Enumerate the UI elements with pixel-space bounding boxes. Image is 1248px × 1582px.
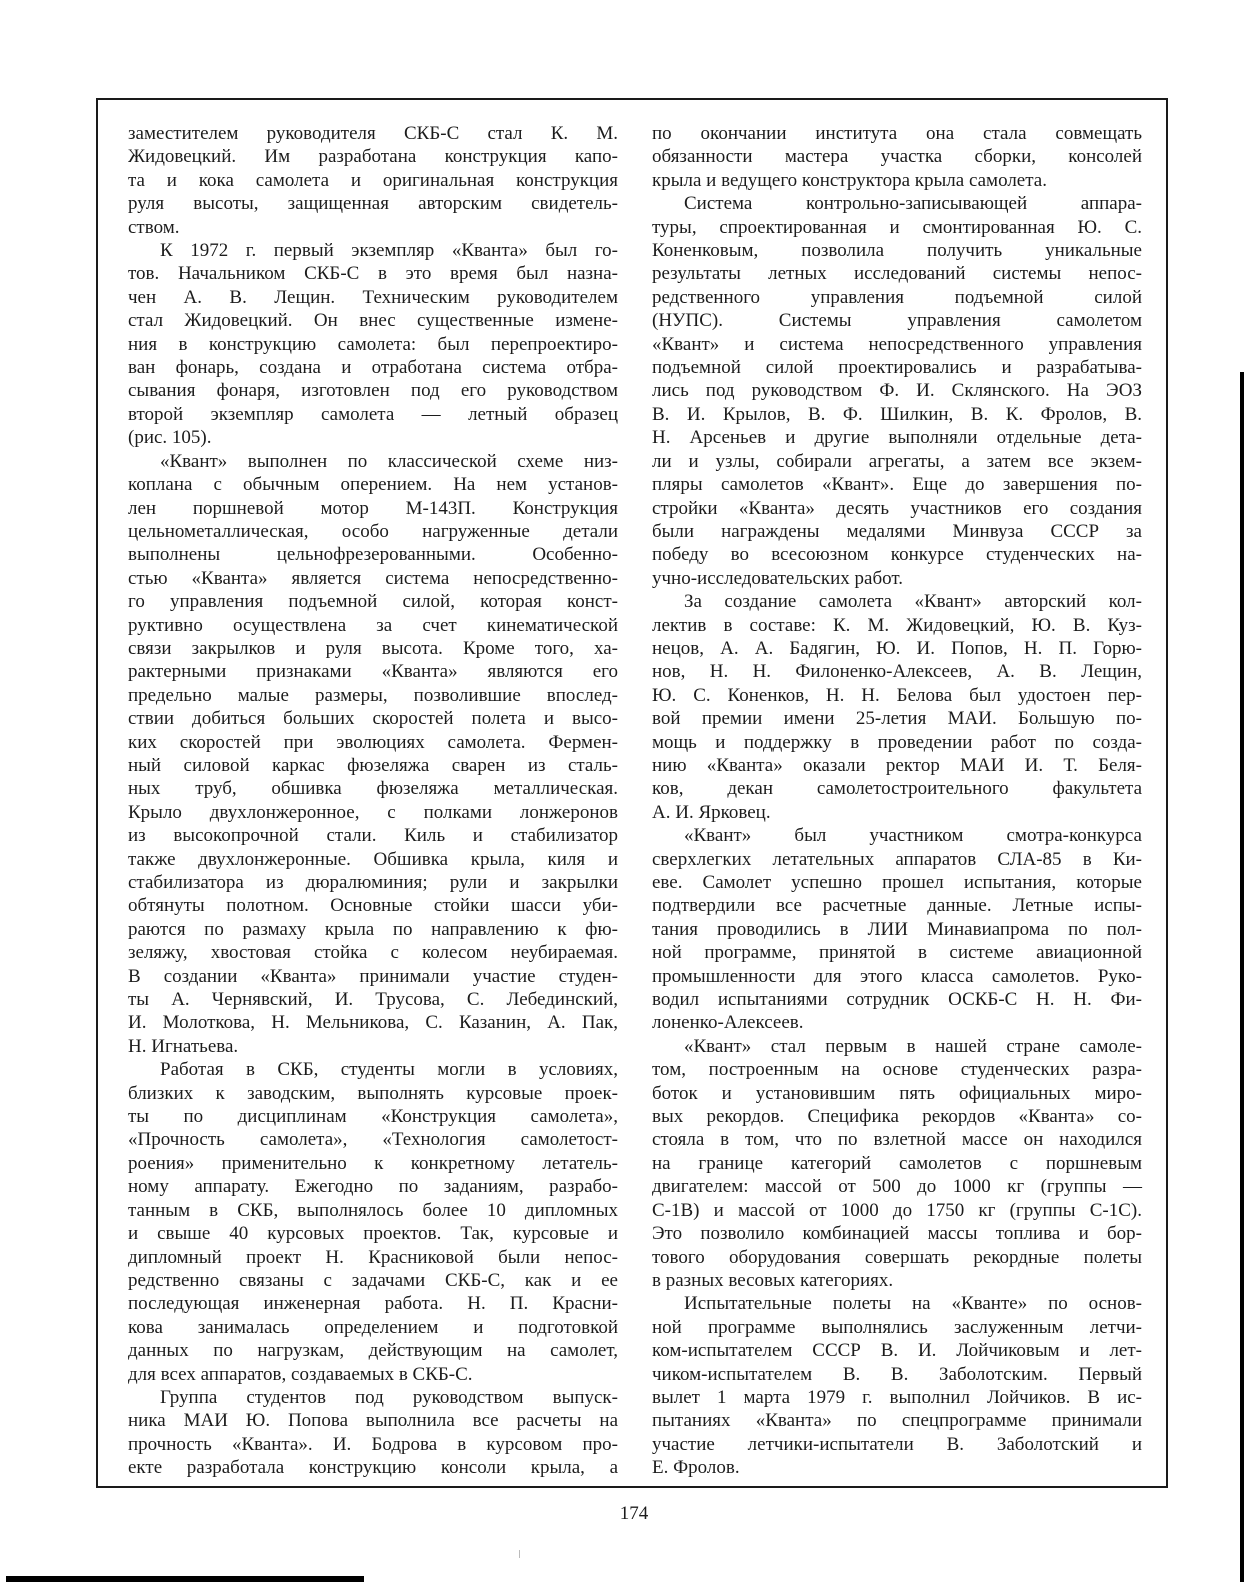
text-line: ты А. Чернявский, И. Трусова, С. Лебединский, <box>128 989 618 1011</box>
text-line: руктивно осуществлена за счет кинематической <box>128 614 618 636</box>
text-line: ков, декан самолетостроительного факультета <box>652 778 1142 800</box>
text-line: стабилизатора из дюралюминия; рули и закрылки <box>128 872 618 893</box>
text-line: сверхлегких летательных аппаратов СЛА-85 в Ки- <box>652 848 1142 870</box>
text-line: стал Жидовецкий. Он внес существенные измене- <box>128 310 618 332</box>
text-line: ствии добиться больших скоростей полета и высо- <box>128 708 618 730</box>
paragraph <box>128 1386 618 1480</box>
text-line: рактерными признаками «Кванта» являются его <box>128 661 618 683</box>
text-line: зеляжу, хвостовая стойка с колесом неубираемая. <box>128 942 618 964</box>
text-line: кова занималась определением и подготовкой <box>128 1316 618 1338</box>
text-line: коплана с обычным оперением. На нем установ- <box>128 474 618 496</box>
text-line: Коненковым, позволила получить уникальные <box>652 240 1142 262</box>
paragraph <box>652 824 1142 1035</box>
text-line: еве. Самолет успешно прошел испытания, которые <box>652 872 1142 893</box>
text-line: вылет 1 марта 1979 г. выполнил Лойчиков. В ис- <box>652 1386 1142 1408</box>
left-text-column <box>128 122 618 1480</box>
text-line: обтянуты полотном. Основные стойки шасси уби- <box>128 895 618 917</box>
text-line: цельнометаллическая, особо нагруженные детали <box>128 520 618 542</box>
text-line: и свыше 40 курсовых проектов. Так, курсовые и <box>128 1223 618 1245</box>
text-line: Е. Фролов. <box>652 1457 740 1479</box>
text-line: в разных весовых категориях. <box>652 1269 894 1291</box>
text-line: подтвердили все расчетные данные. Летные испы- <box>652 895 1142 917</box>
text-line: Крыло двухлонжеронное, с полками лонжеронов <box>128 801 618 823</box>
text-line: ством. <box>128 216 180 238</box>
text-line: «Прочность самолета», «Технология самолетост- <box>128 1129 618 1151</box>
text-line: Н. Арсеньев и другие выполняли отдельные дета- <box>652 427 1142 449</box>
text-line: ван фонарь, создана и отработана система отбра- <box>128 357 618 379</box>
text-line: промышленности для этого класса самолетов. Руко- <box>652 965 1142 987</box>
text-line: нецов, А. А. Бадягин, Ю. И. Попов, Н. П. Горю- <box>652 637 1142 659</box>
text-line: (НУПС). Системы управления самолетом <box>652 310 1142 332</box>
text-line: (рис. 105). <box>128 427 212 449</box>
paragraph <box>128 1058 618 1386</box>
text-line: предельно малые размеры, позволившие впослед- <box>128 684 618 706</box>
text-line: ния в конструкцию самолета: был перепроектиро- <box>128 333 618 355</box>
text-line: также двухлонжеронные. Обшивка крыла, киля и <box>128 848 618 870</box>
text-line: результаты летных исследований системы непос- <box>652 263 1142 285</box>
text-line: лектив в составе: К. М. Жидовецкий, Ю. В. Куз- <box>652 614 1142 636</box>
text-line: лоненко-Алексеев. <box>652 1012 804 1034</box>
text-line: Ю. С. Коненков, Н. Н. Белова был удостоен пер- <box>652 684 1142 706</box>
text-line: екте разработала конструкцию консоли крыла, а <box>128 1457 618 1479</box>
text-line: С-1В) и массой от 1000 до 1750 кг (группы С-1С). <box>652 1199 1142 1221</box>
paragraph <box>128 450 618 1059</box>
text-line: пляры самолетов «Квант». Еще до завершения по- <box>652 474 1142 496</box>
text-line: чен А. В. Лещин. Техническим руководителем <box>128 286 618 308</box>
text-line: победу во всесоюзном конкурсе студенческих на- <box>652 544 1142 566</box>
page-number: 174 <box>619 1503 649 1524</box>
text-line: редственно связаны с задачами СКБ-С, как и ее <box>128 1269 618 1291</box>
text-line: двигателем: массой от 500 до 1000 кг (группы — <box>652 1176 1142 1198</box>
text-line: Н. Игнатьева. <box>128 1035 239 1057</box>
text-line: обязанности мастера участка сборки, консолей <box>652 146 1142 168</box>
text-line: прочность «Кванта». И. Бодрова в курсовом про- <box>128 1433 618 1455</box>
text-line: та и кока самолета и оригинальная конструкция <box>128 169 618 191</box>
text-line: тов. Начальником СКБ-С в это время был назна- <box>128 263 618 285</box>
text-line: ный силовой каркас фюзеляжа сварен из сталь- <box>128 754 618 776</box>
text-line: ных труб, обшивка фюзеляжа металлическая. <box>128 778 618 800</box>
text-line: «Квант» стал первым в нашей стране самоле- <box>684 1035 1142 1057</box>
text-line: руля высоты, защищенная авторским свидетель- <box>128 193 618 215</box>
text-line: «Квант» выполнен по классической схеме низ- <box>160 450 618 472</box>
paragraph <box>652 1035 1142 1292</box>
text-line: учно-исследовательских работ. <box>652 567 904 589</box>
text-line: го управления подъемной силой, которая конст- <box>128 591 618 613</box>
text-line: нию «Кванта» оказали ректор МАИ И. Т. Беля- <box>652 754 1142 776</box>
text-line: ты по дисциплинам «Конструкция самолета», <box>128 1106 618 1128</box>
text-line: по окончании института она стала совмещать <box>652 123 1142 144</box>
text-line: роения» применительно к конкретному летатель- <box>128 1152 618 1174</box>
text-line: близких к заводским, выполнять курсовые проек- <box>128 1082 618 1104</box>
scan-edge-line <box>1240 372 1244 1582</box>
paragraph <box>652 122 1142 192</box>
text-line: Жидовецкий. Им разработана конструкция капо- <box>128 146 618 168</box>
text-line: дипломный проект Н. Красниковой были непос- <box>128 1246 618 1268</box>
text-line: тового оборудования совершать рекордные полеты <box>652 1246 1142 1268</box>
text-line: были награждены медалями Минвуза СССР за <box>652 520 1142 542</box>
text-line: для всех аппаратов, создаваемых в СКБ-С. <box>128 1363 473 1385</box>
right-text-column <box>652 122 1142 1480</box>
text-line: Работая в СКБ, студенты могли в условиях, <box>160 1059 618 1081</box>
text-line: ком-испытателем СССР В. И. Лойчиковым и лет- <box>652 1340 1142 1362</box>
text-line: пытаниях «Кванта» по спецпрограмме принимали <box>652 1410 1142 1432</box>
text-line: Это позволило комбинацией массы топлива и бор- <box>652 1223 1142 1245</box>
text-line: мощь и поддержку в проведении работ по созда- <box>652 731 1142 753</box>
text-line: из высокопрочной стали. Киль и стабилизатор <box>128 825 618 847</box>
text-line: раются по размаху крыла по направлению к фю- <box>128 918 618 940</box>
text-line: последующая инженерная работа. Н. П. Красни- <box>128 1293 618 1315</box>
text-line: стью «Кванта» является система непосредственно- <box>128 567 618 589</box>
text-line: подъемной силой проектировались и разрабатыва- <box>652 357 1142 379</box>
text-line: ной программе, принятой в системе авиационной <box>652 942 1142 964</box>
text-line: лен поршневой мотор М-143П. Конструкция <box>128 497 618 519</box>
text-line: том, построенным на основе студенческих разра- <box>652 1059 1142 1081</box>
text-line: участие летчики-испытатели В. Заболотский и <box>652 1433 1142 1455</box>
paragraph <box>128 122 618 239</box>
text-line: вой премии имени 25-летия МАИ. Большую по- <box>652 708 1142 730</box>
scan-bottom-edge <box>6 1576 364 1582</box>
text-line: второй экземпляр самолета — летный образец <box>128 403 618 425</box>
text-line: Группа студентов под руководством выпуск- <box>160 1386 618 1408</box>
text-line: тания проводились в ЛИИ Минавиапрома по пол- <box>652 918 1142 940</box>
text-line: на границе категорий самолетов с поршневым <box>652 1152 1142 1174</box>
text-line: нов, Н. Н. Филоненко-Алексеев, А. В. Лещин, <box>652 661 1142 683</box>
text-line: крыла и ведущего конструктора крыла самолета. <box>652 169 1047 191</box>
text-line: редственного управления подъемной силой <box>652 286 1142 308</box>
text-line: ких скоростей при эволюциях самолета. Фермен- <box>128 731 618 753</box>
text-line: сывания фонаря, изготовлен под его руководством <box>128 380 618 402</box>
paragraph <box>128 239 618 450</box>
text-line: Система контрольно-записывающей аппара- <box>684 193 1142 215</box>
text-line: данных по нагрузкам, действующим на самолет, <box>128 1340 618 1362</box>
text-line: связи закрылков и руля высота. Кроме того, ха- <box>128 637 618 659</box>
text-line: чиком-испытателем В. В. Заболотским. Первый <box>652 1363 1142 1385</box>
text-line: боток и установившим пять официальных миро- <box>652 1082 1142 1104</box>
text-line: стройки «Кванта» десять участников его создания <box>652 497 1142 519</box>
paragraph <box>652 1292 1142 1479</box>
text-line: «Квант» и система непосредственного управления <box>652 333 1142 355</box>
text-line: стояла в том, что по взлетной массе он находился <box>652 1129 1142 1151</box>
text-line: вых рекордов. Специфика рекордов «Кванта» со- <box>652 1106 1142 1128</box>
text-line: А. И. Ярковец. <box>652 801 771 823</box>
text-line: В создании «Кванта» принимали участие студен- <box>128 965 618 987</box>
text-line: туры, спроектированная и смонтированная Ю. С. <box>652 216 1142 238</box>
text-line: «Квант» был участником смотра-конкурса <box>684 825 1142 847</box>
text-line: В. И. Крылов, В. Ф. Шилкин, В. К. Фролов, В. <box>652 403 1142 425</box>
text-line: танным в СКБ, выполнялось более 10 дипломных <box>128 1199 618 1221</box>
text-line: К 1972 г. первый экземпляр «Кванта» был го- <box>160 240 618 262</box>
text-line: За создание самолета «Квант» авторский кол- <box>684 591 1142 613</box>
text-line: заместителем руководителя СКБ-С стал К. М. <box>128 123 618 144</box>
text-line: ника МАИ Ю. Попова выполнила все расчеты на <box>128 1410 618 1432</box>
text-line: водил испытаниями сотрудник ОСКБ-С Н. Н. Фи- <box>652 989 1142 1011</box>
text-line: ному аппарату. Ежегодно по заданиям, разрабо- <box>128 1176 618 1198</box>
text-line: И. Молоткова, Н. Мельникова, С. Казанин, А. Пак, <box>128 1012 618 1034</box>
paragraph <box>652 590 1142 824</box>
text-line: лись под руководством Ф. И. Склянского. На ЭОЗ <box>652 380 1142 402</box>
text-line: Испытательные полеты на «Кванте» по основ- <box>684 1293 1142 1315</box>
text-line: выполнены цельнофрезерованными. Особенно- <box>128 544 618 566</box>
text-line: ной программе выполнялись заслуженным летчи- <box>652 1316 1142 1338</box>
text-line: ли и узлы, собирали агрегаты, а затем все экзем- <box>652 450 1142 472</box>
paragraph <box>652 192 1142 590</box>
scan-speck <box>519 1550 520 1558</box>
